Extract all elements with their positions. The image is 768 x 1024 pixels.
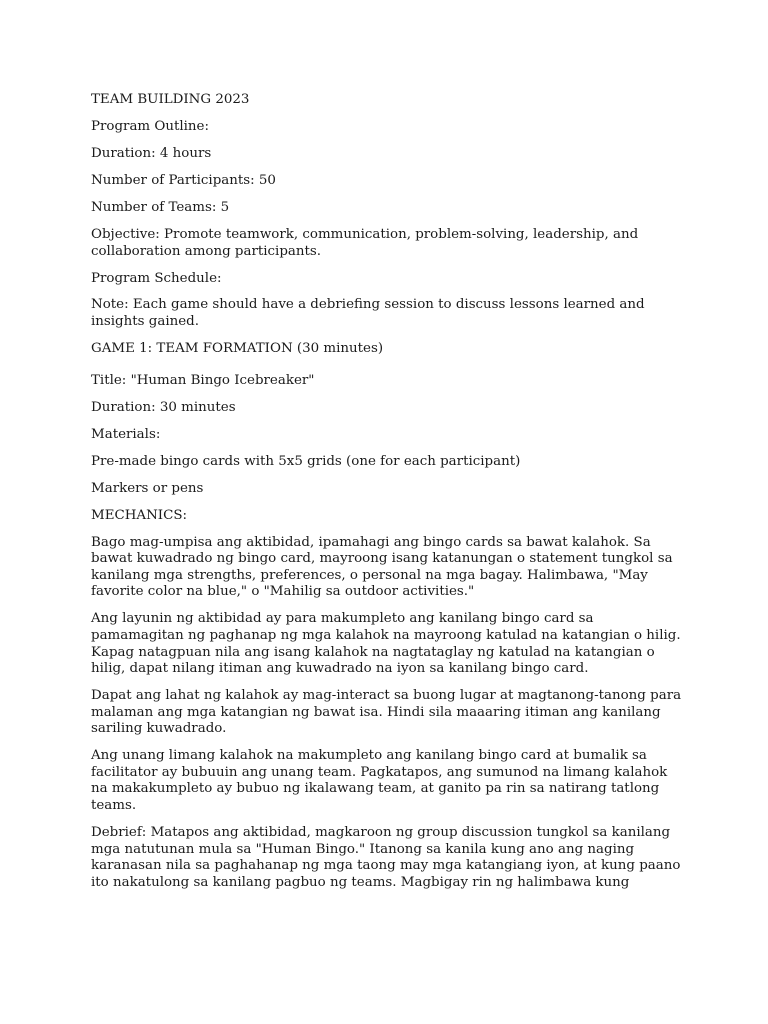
note-paragraph: Note: Each game should have a debriefing session to discuss lessons learned and insights gained. (91, 297, 645, 330)
participants-line: Number of Participants: 50 (91, 172, 276, 188)
debrief-paragraph: Debrief: Matapos ang aktibidad, magkaroon ng group discussion tungkol sa kanilang mga natutunan mula sa "Human Bingo." Itanong sa kanila kung ano ang naging karanasan nila sa paghahanap ng mga taong may mga katangiang iyon, at kung paano ito nakatulong sa kanilang pagbuo ng teams. Magbigay rin ng halimbawa kung (91, 825, 681, 890)
document-page (91, 92, 686, 902)
teams-line: Number of Teams: 5 (91, 199, 230, 215)
mechanics-paragraph: Dapat ang lahat ng kalahok ay mag-interact sa buong lugar at magtanong-tanong para malaman ang mga katangian ng bawat isa. Hindi sila maaaring itiman ang kanilang sariling kuwadrado. (91, 688, 682, 737)
program-schedule-label: Program Schedule: (91, 270, 222, 286)
mechanics-label: MECHANICS: (91, 507, 188, 523)
mechanics-paragraph: Ang unang limang kalahok na makumpleto ang kanilang bingo card at bumalik sa facilitator ay bubuuin ang unang team. Pagkatapos, ang sumunod na limang kalahok na makakumpleto ay bubuo ng ikalawang team, at ganito pa rin sa natirang tatlong teams. (91, 748, 668, 814)
materials-item: Pre-made bingo cards with 5x5 grids (one for each participant) (91, 453, 521, 469)
materials-item: Markers or pens (91, 480, 204, 496)
objective-paragraph: Objective: Promote teamwork, communication, problem-solving, leadership, and collaboration among participants. (91, 226, 639, 259)
document-title: TEAM BUILDING 2023 (91, 92, 250, 107)
mechanics-paragraph: Bago mag-umpisa ang aktibidad, ipamahagi ang bingo cards sa bawat kalahok. Sa bawat kuwadrado ng bingo card, mayroong isang katanungan o statement tungkol sa kanilang mga strengths, preferences, o personal na mga bagay. Halimbawa, "May favorite color na blue," o "Mahilig sa outdoor activities." (91, 534, 673, 600)
mechanics-paragraph: Ang layunin ng aktibidad ay para makumpleto ang kanilang bingo card sa pamamagitan ng paghanap ng mga kalahok na mayroong katulad na katangian o hilig. Kapag natagpuan nila ang isang kalahok na nagtataglay ng katulad na katangian o hilig, dapat nilang itiman ang kuwadrado na iyon sa kanilang bingo card. (91, 611, 681, 677)
duration-line: Duration: 4 hours (91, 145, 212, 161)
game1-heading: GAME 1: TEAM FORMATION (30 minutes) (91, 341, 384, 357)
materials-label: Materials: (91, 426, 161, 442)
game1-duration: Duration: 30 minutes (91, 399, 236, 415)
program-outline-label: Program Outline: (91, 118, 209, 134)
game1-title: Title: "Human Bingo Icebreaker" (91, 372, 315, 388)
